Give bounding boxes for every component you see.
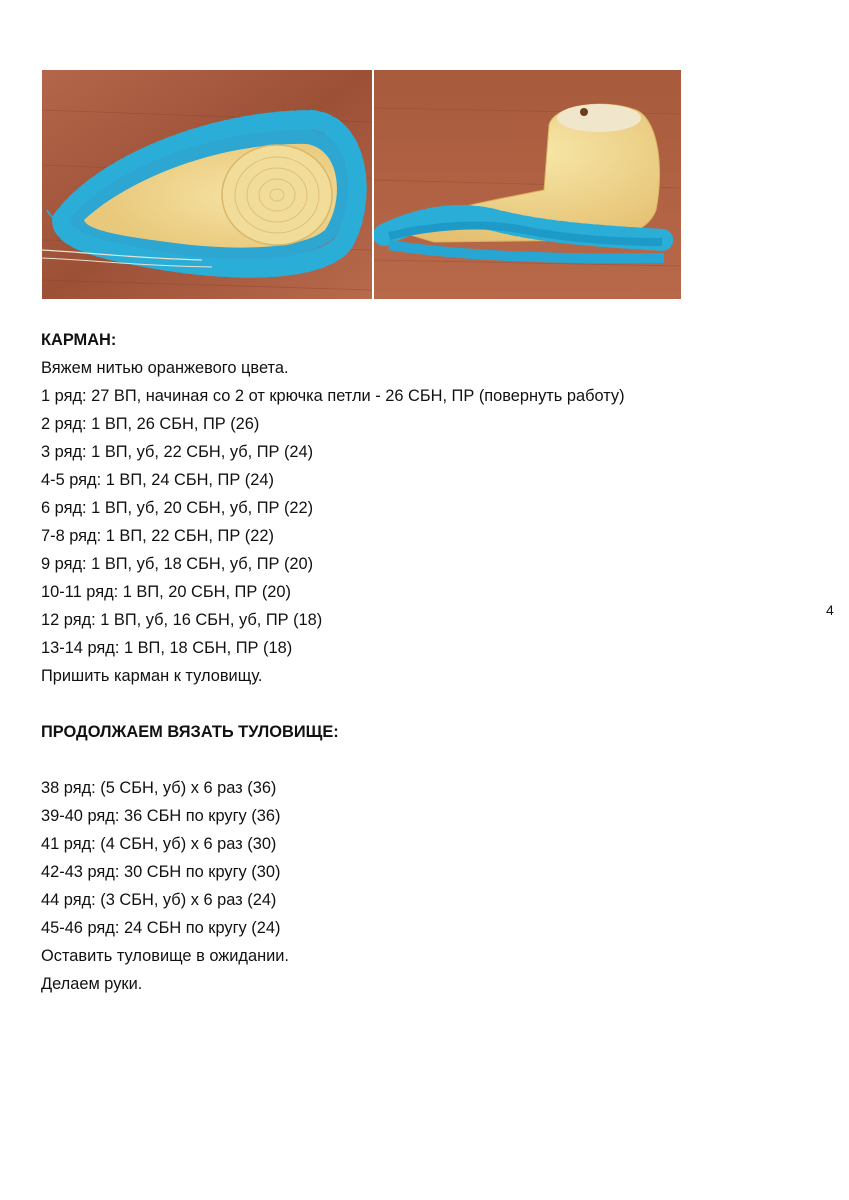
body-heading: ПРОДОЛЖАЕМ ВЯЗАТЬ ТУЛОВИЩЕ: [41, 723, 339, 741]
body-section-heading [41, 718, 339, 746]
instruction-line: 39-40 ряд: 36 СБН по кругу (36) [41, 807, 281, 825]
instruction-line: Вяжем нитью оранжевого цвета. [41, 359, 289, 377]
instruction-line: 12 ряд: 1 ВП, уб, 16 СБН, уб, ПР (18) [41, 611, 323, 629]
instruction-line: 45-46 ряд: 24 СБН по кругу (24) [41, 919, 281, 937]
instruction-line: Делаем руки. [41, 975, 143, 993]
instruction-line: 44 ряд: (3 СБН, уб) х 6 раз (24) [41, 891, 277, 909]
pocket-heading: КАРМАН: [41, 331, 117, 349]
instruction-line: 1 ряд: 27 ВП, начиная со 2 от крючка петли - 26 СБН, ПР (повернуть работу) [41, 387, 625, 405]
pocket-section [41, 326, 625, 690]
instruction-line: 6 ряд: 1 ВП, уб, 20 СБН, уб, ПР (22) [41, 499, 314, 517]
crochet-body-photo [374, 70, 681, 299]
page-number: 4 [826, 602, 834, 618]
instruction-line: 7-8 ряд: 1 ВП, 22 СБН, ПР (22) [41, 527, 274, 545]
crochet-body-image [374, 70, 681, 299]
instruction-line: Оставить туловище в ожидании. [41, 947, 289, 965]
instruction-line: 38 ряд: (5 СБН, уб) х 6 раз (36) [41, 779, 277, 797]
instruction-line: 2 ряд: 1 ВП, 26 СБН, ПР (26) [41, 415, 260, 433]
instruction-line: 10-11 ряд: 1 ВП, 20 СБН, ПР (20) [41, 583, 291, 601]
instruction-line: 13-14 ряд: 1 ВП, 18 СБН, ПР (18) [41, 639, 293, 657]
instruction-line: 42-43 ряд: 30 СБН по кругу (30) [41, 863, 281, 881]
instruction-line: 4-5 ряд: 1 ВП, 24 СБН, ПР (24) [41, 471, 274, 489]
instruction-line: Пришить карман к туловищу. [41, 667, 263, 685]
body-section [41, 774, 289, 998]
instruction-line: 3 ряд: 1 ВП, уб, 22 СБН, уб, ПР (24) [41, 443, 314, 461]
crochet-sole-photo [42, 70, 372, 299]
instruction-line: 9 ряд: 1 ВП, уб, 18 СБН, уб, ПР (20) [41, 555, 314, 573]
crochet-sole-image [42, 70, 372, 299]
instruction-line: 41 ряд: (4 СБН, уб) х 6 раз (30) [41, 835, 277, 853]
